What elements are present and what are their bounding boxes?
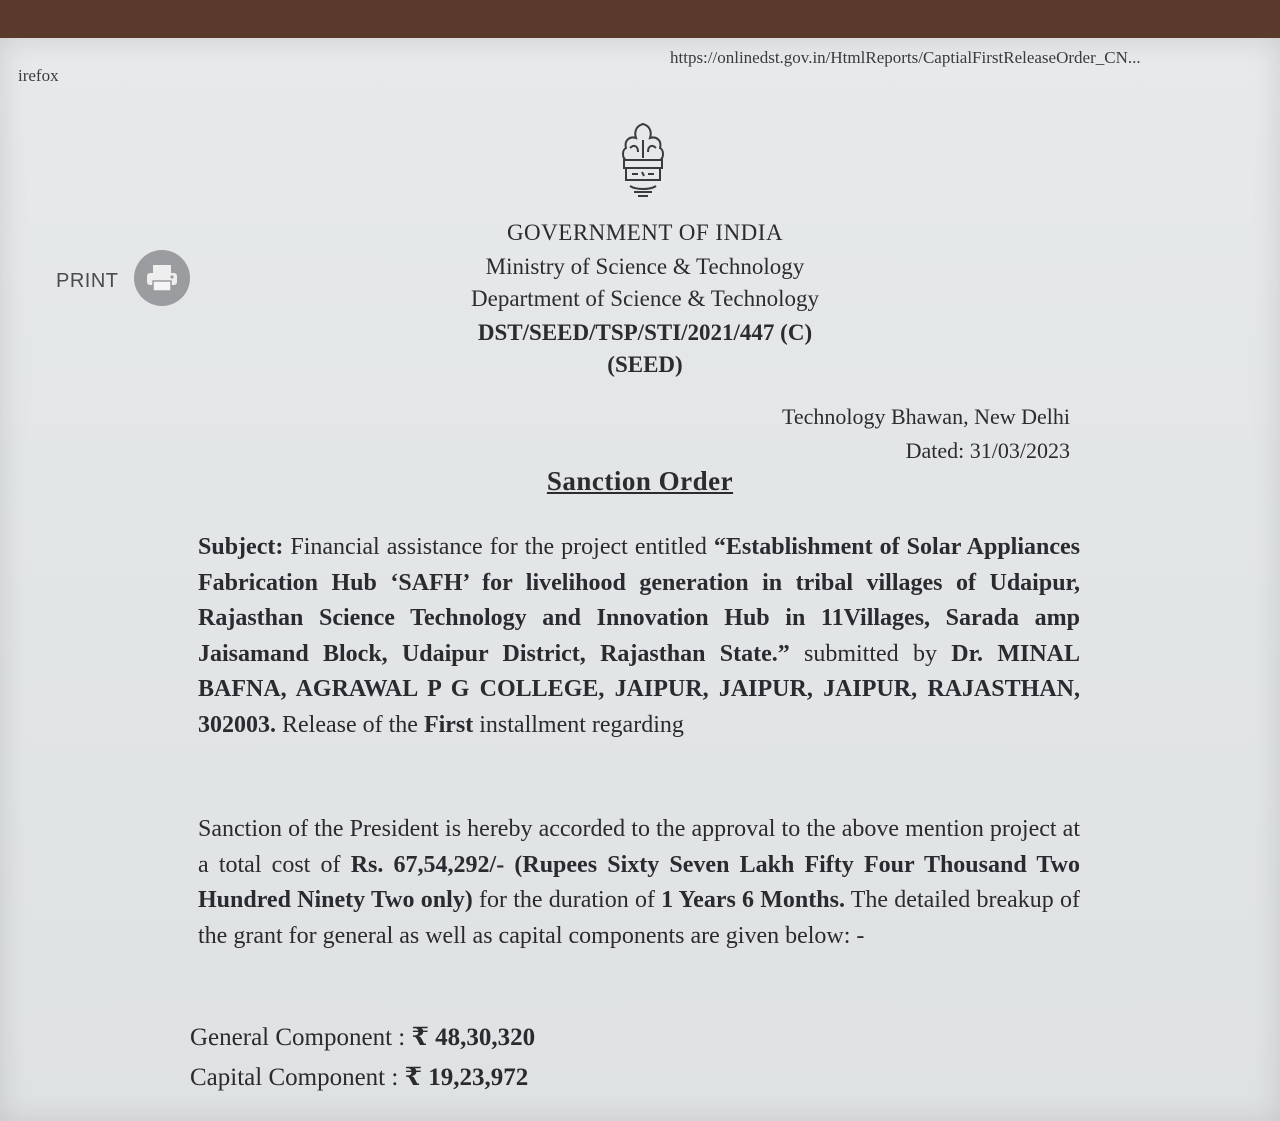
subject-text-1: Financial assistance for the project entitled — [283, 534, 714, 560]
subject-text-2: submitted by — [789, 640, 952, 667]
subject-text-4: installment regarding — [473, 711, 684, 738]
print-button[interactable] — [134, 250, 190, 306]
subject-paragraph — [198, 530, 1080, 743]
print-label: PRINT — [56, 270, 119, 292]
installment-number: First — [423, 711, 474, 738]
general-component-label: General Component : — [190, 1024, 406, 1051]
general-component — [190, 1022, 535, 1052]
subject-text-3: Release of the — [276, 711, 424, 738]
reference-number: DST/SEED/TSP/STI/2021/447 (C) — [477, 320, 813, 345]
printer-icon — [145, 263, 179, 293]
sanction-text-3: The detailed breakup of the grant for general as well as capital components are given below: - — [198, 887, 1081, 949]
issue-date: Dated: 31/03/2023 — [905, 438, 1070, 463]
state-emblem-icon — [612, 120, 674, 200]
subject-label: Subject: — [198, 534, 284, 560]
capital-component-value: ₹ 19,23,972 — [404, 1064, 529, 1091]
page-url: https://onlinedst.gov.in/HtmlReports/CaptialFirstReleaseOrder_CN... — [670, 48, 1141, 67]
government-heading: GOVERNMENT OF INDIA — [506, 220, 784, 245]
sanction-text-2: for the duration of — [472, 887, 662, 913]
general-component-value: ₹ 48,30,320 — [411, 1024, 536, 1051]
document-title: Sanction Order — [546, 466, 734, 496]
investigator: Dr. MINAL BAFNA, AGRAWAL P G COLLEGE, JAIPUR, JAIPUR, JAIPUR, RAJASTHAN, 302003. — [198, 640, 1081, 738]
sanction-text-1: Sanction of the President is hereby accorded to the approval to the above mention project at a total cost of — [198, 816, 1080, 878]
total-cost: Rs. 67,54,292/- (Rupees Sixty Seven Lakh Fifty Four Thousand Two Hundred Ninety Two only) — [198, 851, 1080, 913]
capital-component-label: Capital Component : — [190, 1064, 399, 1091]
project-duration: 1 Years 6 Months. — [661, 887, 845, 913]
project-title: “Establishment of Solar Appliances Fabrication Hub ‘SAFH’ for livelihood generation in tribal villages of Udaipur, Rajasthan Science Technology and Innovation Hub in 11Villages, Sarada amp Jaisamand Block, Udaipur District, Rajasthan State.” — [198, 534, 1081, 667]
scheme-name: (SEED) — [607, 352, 683, 377]
browser-name: irefox — [18, 66, 59, 85]
ministry-heading: Ministry of Science & Technology — [485, 254, 805, 279]
background-edge — [0, 0, 1280, 40]
issue-location: Technology Bhawan, New Delhi — [781, 404, 1070, 429]
sanction-paragraph — [198, 812, 1080, 954]
department-heading: Department of Science & Technology — [471, 286, 819, 311]
capital-component — [190, 1062, 528, 1092]
